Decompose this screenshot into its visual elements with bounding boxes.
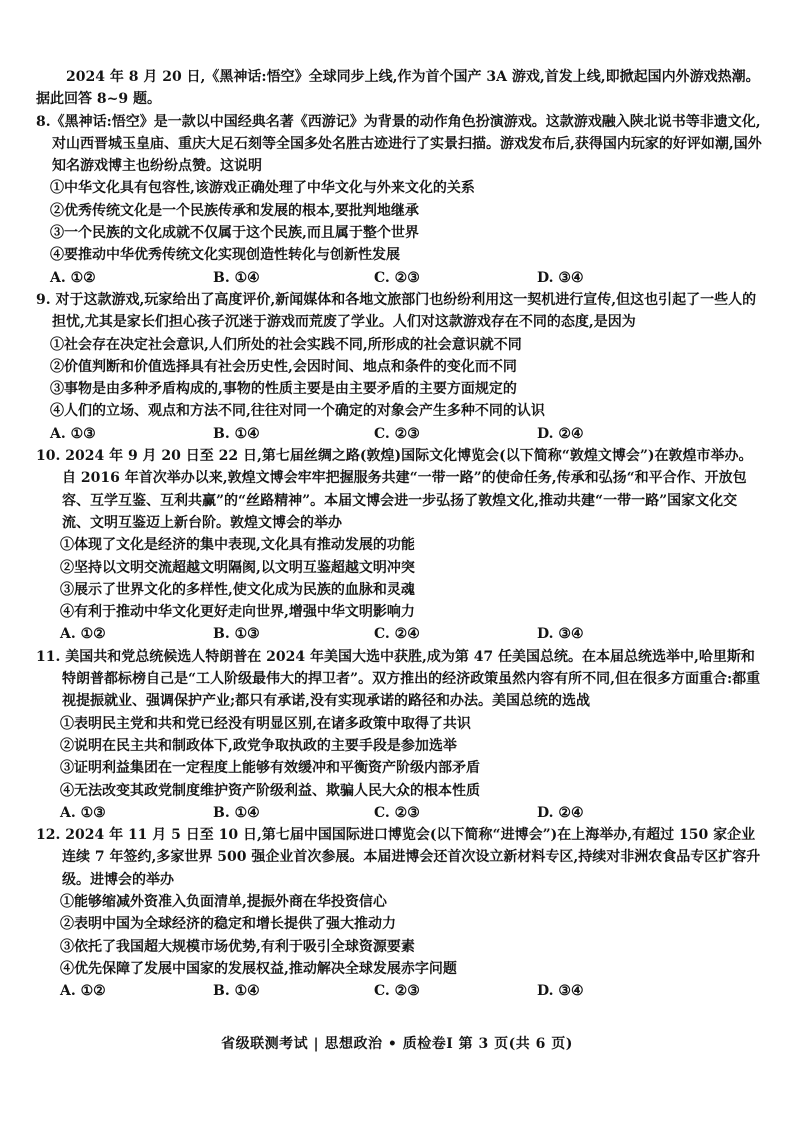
option-b[interactable]: B. ①④ [213,983,260,1000]
answer-options [36,267,764,289]
option-d[interactable]: D. ③④ [537,983,584,1000]
option-c[interactable]: C. ②③ [374,983,420,1000]
option-d[interactable]: D. ③④ [537,626,584,643]
intro-paragraph: 2024 年 8 月 20 日,《黑神话:悟空》全球同步上线,作为首个国产 3A 游戏,首发上线,即掀起国内外游戏热潮。据此回答 8~9 题。 [36,69,760,108]
page-footer: 省级联测考试 | 思想政治 • 质检卷Ⅰ 第 3 页(共 6 页) [221,1036,573,1052]
statement-4: ④优先保障了发展中国家的发展权益,推动解决全球发展赤字问题 [60,960,457,977]
option-a[interactable]: A. ①② [50,269,96,286]
question-10 [36,445,764,646]
option-c[interactable]: C. ②③ [374,804,420,821]
question-stem: 11. 美国共和党总统候选人特朗普在 2024 年美国大选中获胜,成为第 47 任美国总统。在本届总统选举中,哈里斯和特朗普都标榜自己是“工人阶级最伟大的捍卫者”。双方推出的经济政策虽然内容有所不同,但在很多方面重合:都重视提振就业、强调保护产业;都只有承诺,没有实现承诺的路径和办法。美国总统的选战 [36,648,761,710]
statement-3: ③展示了世界文化的多样性,使文化成为民族的血脉和灵魂 [60,581,415,598]
option-a[interactable]: A. ①③ [60,804,106,821]
statement-2: ②坚持以文明交流超越文明隔阂,以文明互鉴超越文明冲突 [60,559,415,576]
statement-4: ④要推动中华优秀传统文化实现创造性转化与创新性发展 [50,247,400,264]
question-9 [36,289,764,445]
statement-4: ④人们的立场、观点和方法不同,往往对同一个确定的对象会产生多种不同的认识 [50,403,545,420]
statement-1: ①体现了文化是经济的集中表现,文化具有推动发展的功能 [60,537,415,554]
statement-3: ③证明利益集团在一定程度上能够有效缓冲和平衡资产阶级内部矛盾 [60,760,480,777]
statement-2: ②说明在民主共和制政体下,政党争取执政的主要手段是参加选举 [60,737,457,754]
statement-1: ①社会存在决定社会意识,人们所处的社会实践不同,所形成的社会意识就不同 [50,336,522,353]
statement-4: ④有利于推动中华文化更好走向世界,增强中华文明影响力 [60,604,415,621]
option-d[interactable]: D. ②④ [537,804,584,821]
statement-3: ③事物是由多种矛盾构成的,事物的性质主要是由主要矛盾的主要方面规定的 [50,381,517,398]
option-b[interactable]: B. ①③ [213,626,260,643]
statement-3: ③一个民族的文化成就不仅属于这个民族,而且属于整个世界 [50,225,419,242]
question-8 [36,111,764,289]
option-d[interactable]: D. ②④ [537,425,584,442]
option-a[interactable]: A. ①② [60,983,106,1000]
answer-options [36,802,764,824]
statement-1: ①表明民主党和共和党已经没有明显区别,在诸多政策中取得了共识 [60,715,471,732]
option-b[interactable]: B. ①④ [213,425,260,442]
option-c[interactable]: C. ②③ [374,425,420,442]
answer-options [36,623,764,645]
option-a[interactable]: A. ①③ [50,425,96,442]
page-content [36,66,764,1002]
statement-1: ①中华文化具有包容性,该游戏正确处理了中华文化与外来文化的关系 [50,180,475,197]
statement-2: ②优秀传统文化是一个民族传承和发展的根本,要批判地继承 [50,202,419,219]
question-11 [36,646,764,824]
answer-options [36,423,764,445]
question-stem: 8.《黑神话:悟空》是一款以中国经典名著《西游记》为背景的动作角色扮演游戏。这款游戏融入陕北说书等非遗文化,对山西晋城玉皇庙、重庆大足石刻等全国多处名胜古迹进行了实景扫描。游戏发布后,获得国内玩家的好评如潮,国外知名游戏博主也纷纷点赞。这说明 [36,113,762,175]
question-stem: 10. 2024 年 9 月 20 日至 22 日,第七届丝绸之路(敦煌)国际文化博览会(以下简称“敦煌文博会”)在敦煌市举办。自 2016 年首次举办以来,敦煌文博会牢牢把握服务共建“一带一路”的使命任务,传承和弘扬“和平合作、开放包容、互学互鉴、互利共赢”的“丝路精神”。本届文博会进一步弘扬了敦煌文化,推动共建“一带一路”国家文化交流、文明互鉴迈上新台阶。敦煌文博会的举办 [36,448,753,531]
option-c[interactable]: C. ②③ [374,269,420,286]
statement-1: ①能够缩减外资准入负面清单,提振外商在华投资信心 [60,893,387,910]
statement-3: ③依托了我国超大规模市场优势,有利于吸引全球资源要素 [60,938,415,955]
statement-2: ②价值判断和价值选择具有社会历史性,会因时间、地点和条件的变化而不同 [50,358,517,375]
question-12 [36,824,764,1002]
answer-options [36,980,764,1002]
statement-4: ④无法改变其政党制度维护资产阶级利益、欺骗人民大众的根本性质 [60,782,480,799]
statement-2: ②表明中国为全球经济的稳定和增长提供了强大推动力 [60,916,396,933]
option-c[interactable]: C. ②④ [374,626,420,643]
option-b[interactable]: B. ①④ [213,804,260,821]
question-stem: 12. 2024 年 11 月 5 日至 10 日,第七届中国国际进口博览会(以下简称“进博会”)在上海举办,有超过 150 家企业连续 7 年签约,多家世界 500 强企业首次参展。本届进博会还首次设立新材料专区,持续对非洲农食品专区扩容升级。进博会的举办 [36,827,761,888]
option-d[interactable]: D. ③④ [537,269,584,286]
question-stem: 9. 对于这款游戏,玩家给出了高度评价,新闻媒体和各地文旅部门也纷纷利用这一契机进行宣传,但这也引起了一些人的担忧,尤其是家长们担心孩子沉迷于游戏而荒废了学业。人们对这款游戏存在不同的态度,是因为 [36,291,757,331]
option-a[interactable]: A. ①② [60,626,106,643]
option-b[interactable]: B. ①④ [213,269,260,286]
